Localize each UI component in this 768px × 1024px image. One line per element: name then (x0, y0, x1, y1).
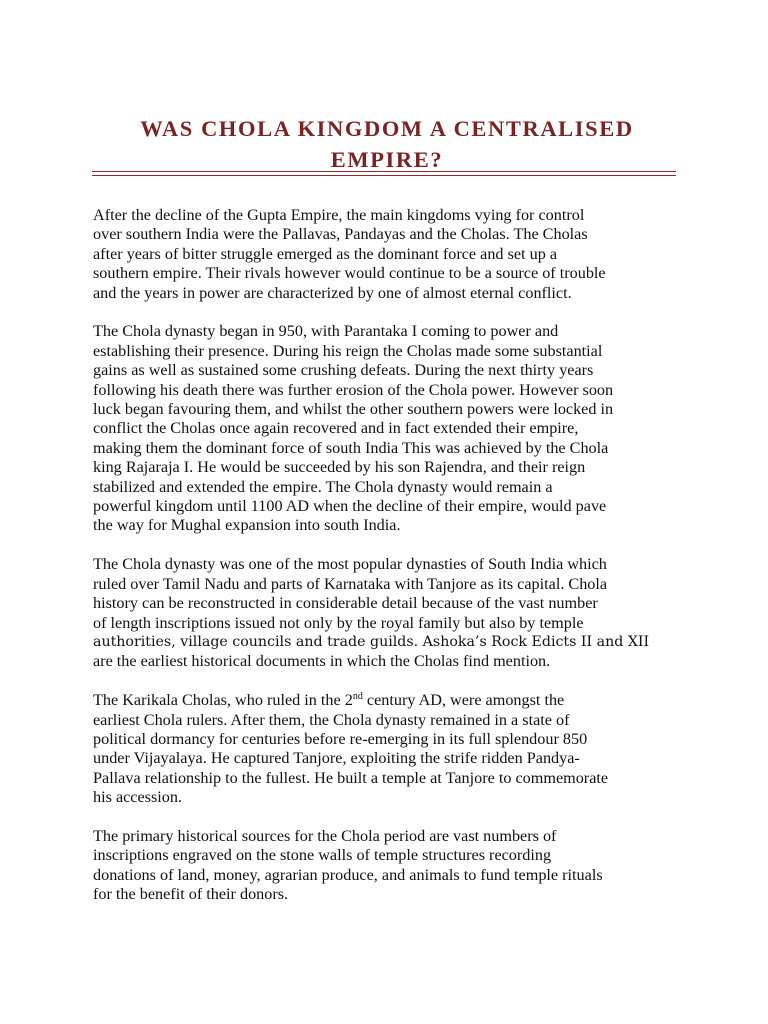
text-line: conflict the Cholas once again recovered and in fact extended their empire, (93, 419, 579, 438)
text-line: following his death there was further erosion of the Chola power. However soon (93, 380, 614, 399)
text-line: his accession. (93, 788, 183, 807)
title-line-1: WAS CHOLA KINGDOM A CENTRALISED (140, 116, 634, 141)
text-line: The Chola dynasty began in 950, with Parantaka I coming to power and (93, 322, 559, 341)
text-line: The Chola dynasty was one of the most popular dynasties of South India which (93, 555, 607, 574)
text-line: history can be reconstructed in considerable detail because of the vast number (93, 594, 598, 613)
text-line: king Rajaraja I. He would be succeeded by his son Rajendra, and their reign (93, 458, 586, 477)
paragraph-gupta-decline (93, 206, 693, 303)
text-line: and the years in power are characterized by one of almost eternal conflict. (93, 283, 572, 302)
text-line: Pallava relationship to the fullest. He built a temple at Tanjore to commemorate (93, 768, 609, 787)
text-line: donations of land, money, agrarian produce, and animals to fund temple rituals (93, 865, 603, 884)
paragraph-karikala-cholas (93, 691, 693, 807)
title-line-2: EMPIRE? (330, 147, 444, 172)
text-line: The primary historical sources for the Chola period are vast numbers of (93, 826, 557, 845)
paragraph-popular-dynasty (93, 555, 693, 671)
text-line: After the decline of the Gupta Empire, the main kingdoms vying for control (93, 206, 585, 224)
text-line: ruled over Tamil Nadu and parts of Karnataka with Tanjore as its capital. Chola (93, 574, 608, 593)
paragraph-historical-sources (93, 827, 693, 905)
text-segment: century AD, were amongst the (362, 691, 565, 710)
text-line: after years of bitter struggle emerged as the dominant force and set up a (93, 244, 558, 263)
text-line: establishing their presence. During his reign the Cholas made some substantial (93, 341, 603, 360)
text-segment: The Karikala Cholas, who ruled in the 2 (93, 691, 353, 710)
text-line: southern empire. Their rivals however would continue to be a source of trouble (93, 264, 606, 283)
text-line: are the earliest historical documents in which the Cholas find mention. (93, 652, 551, 671)
text-line-alt-font: authorities, village councils and trade guilds. Ashoka’s Rock Edicts II and XII (93, 633, 650, 650)
text-line: gains as well as sustained some crushing defeats. During the next thirty years (93, 361, 594, 380)
text-line: stabilized and extended the empire. The Chola dynasty would remain a (93, 477, 553, 496)
paragraph-chola-dynasty-began (93, 322, 693, 535)
text-line: luck began favouring them, and whilst the other southern powers were locked in (93, 400, 614, 419)
title-double-rule (92, 171, 676, 176)
document-title (92, 113, 682, 175)
text-line: over southern India were the Pallavas, Pandayas and the Cholas. The Cholas (93, 225, 588, 244)
ordinal-superscript: nd (352, 691, 363, 703)
document-body (93, 206, 693, 924)
text-line: earliest Chola rulers. After them, the Chola dynasty remained in a state of (93, 710, 570, 729)
text-line: powerful kingdom until 1100 AD when the decline of their empire, would pave (93, 497, 607, 516)
text-line: inscriptions engraved on the stone walls of temple structures recording (93, 846, 552, 865)
text-line (93, 691, 693, 710)
text-line: of length inscriptions issued not only by the royal family but also by temple (93, 613, 584, 632)
text-line: for the benefit of their donors. (93, 885, 289, 904)
text-line: political dormancy for centuries before re-emerging in its full splendour 850 (93, 729, 588, 748)
text-line: making them the dominant force of south India This was achieved by the Chola (93, 438, 609, 457)
text-line: under Vijayalaya. He captured Tanjore, exploiting the strife ridden Pandya- (93, 749, 580, 768)
text-line: the way for Mughal expansion into south India. (93, 516, 401, 535)
